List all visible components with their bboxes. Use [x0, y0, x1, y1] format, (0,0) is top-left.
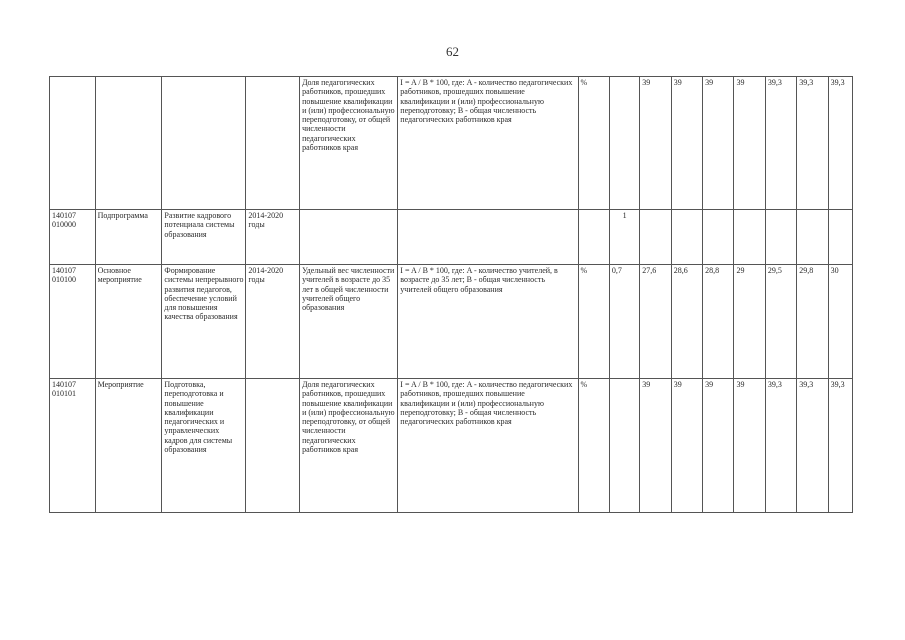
value-cell [765, 210, 796, 265]
base-value-cell [609, 77, 639, 210]
base-value-cell [609, 379, 639, 513]
value-cell: 39 [734, 77, 765, 210]
value-cell: 29 [734, 265, 765, 379]
value-cell: 29,5 [765, 265, 796, 379]
value-cell [797, 210, 828, 265]
code-cell: 140107 010100 [50, 265, 96, 379]
value-cell [703, 210, 734, 265]
value-cell: 39 [640, 379, 671, 513]
value-cell [671, 210, 702, 265]
value-cell: 27,6 [640, 265, 671, 379]
name-cell: Подготовка, переподготовка и повышение квалификации педагогических и управленческих кадров для системы образования [162, 379, 246, 513]
base-value-cell: 1 [609, 210, 639, 265]
value-cell: 39,3 [765, 77, 796, 210]
table-row [50, 265, 853, 379]
type-cell [95, 77, 162, 210]
value-cell: 39,3 [797, 379, 828, 513]
name-cell [162, 77, 246, 210]
table-row [50, 77, 853, 210]
table-row [50, 210, 853, 265]
value-cell: 28,6 [671, 265, 702, 379]
code-cell [50, 77, 96, 210]
value-cell: 39 [640, 77, 671, 210]
name-cell: Развитие кадрового потенциала системы образования [162, 210, 246, 265]
value-cell: 39 [671, 379, 702, 513]
value-cell: 39 [734, 379, 765, 513]
base-value-cell: 0,7 [609, 265, 639, 379]
years-cell [246, 379, 300, 513]
formula-cell [398, 210, 578, 265]
value-cell: 28,8 [703, 265, 734, 379]
unit-cell [578, 210, 609, 265]
value-cell: 29,8 [797, 265, 828, 379]
unit-cell: % [578, 265, 609, 379]
type-cell: Мероприятие [95, 379, 162, 513]
code-cell: 140107 010101 [50, 379, 96, 513]
unit-cell: % [578, 77, 609, 210]
years-cell [246, 77, 300, 210]
page-number: 62 [446, 44, 459, 59]
value-cell: 39 [671, 77, 702, 210]
indicator-cell [300, 210, 398, 265]
formula-cell: I = A / B * 100, где: A - количество учителей, в возрасте до 35 лет; B - общая численность учителей общего образования [398, 265, 578, 379]
indicator-cell: Удельный вес численности учителей в возрасте до 35 лет в общей численности учителей общего образования [300, 265, 398, 379]
value-cell: 39,3 [797, 77, 828, 210]
table-row [50, 379, 853, 513]
formula-cell: I = A / B * 100, где: A - количество педагогических работников, прошедших повышение квалификации и (или) профессиональную переподготовку; B - общая численность педагогических работников края [398, 77, 578, 210]
value-cell [640, 210, 671, 265]
indicators-table [49, 76, 853, 513]
name-cell: Формирование системы непрерывного развития педагогов, обеспечение условий для повышения качества образования [162, 265, 246, 379]
indicator-cell: Доля педагогических работников, прошедших повышение квалификации и (или) профессиональную переподготовку, от общей численности педагогических работников края [300, 77, 398, 210]
unit-cell: % [578, 379, 609, 513]
value-cell: 39,3 [828, 77, 852, 210]
value-cell: 39,3 [828, 379, 852, 513]
formula-cell: I = A / B * 100, где: A - количество педагогических работников, прошедших повышение квалификации и (или) профессиональную переподготовку; B - общая численность педагогических работников края [398, 379, 578, 513]
type-cell: Основное мероприятие [95, 265, 162, 379]
code-cell: 140107 010000 [50, 210, 96, 265]
years-cell: 2014-2020 годы [246, 210, 300, 265]
value-cell [734, 210, 765, 265]
value-cell: 39,3 [765, 379, 796, 513]
value-cell [828, 210, 852, 265]
indicator-cell: Доля педагогических работников, прошедших повышение квалификации и (или) профессиональную переподготовку, от общей численности педагогических работников края [300, 379, 398, 513]
value-cell: 30 [828, 265, 852, 379]
type-cell: Подпрограмма [95, 210, 162, 265]
years-cell: 2014-2020 годы [246, 265, 300, 379]
value-cell: 39 [703, 77, 734, 210]
value-cell: 39 [703, 379, 734, 513]
